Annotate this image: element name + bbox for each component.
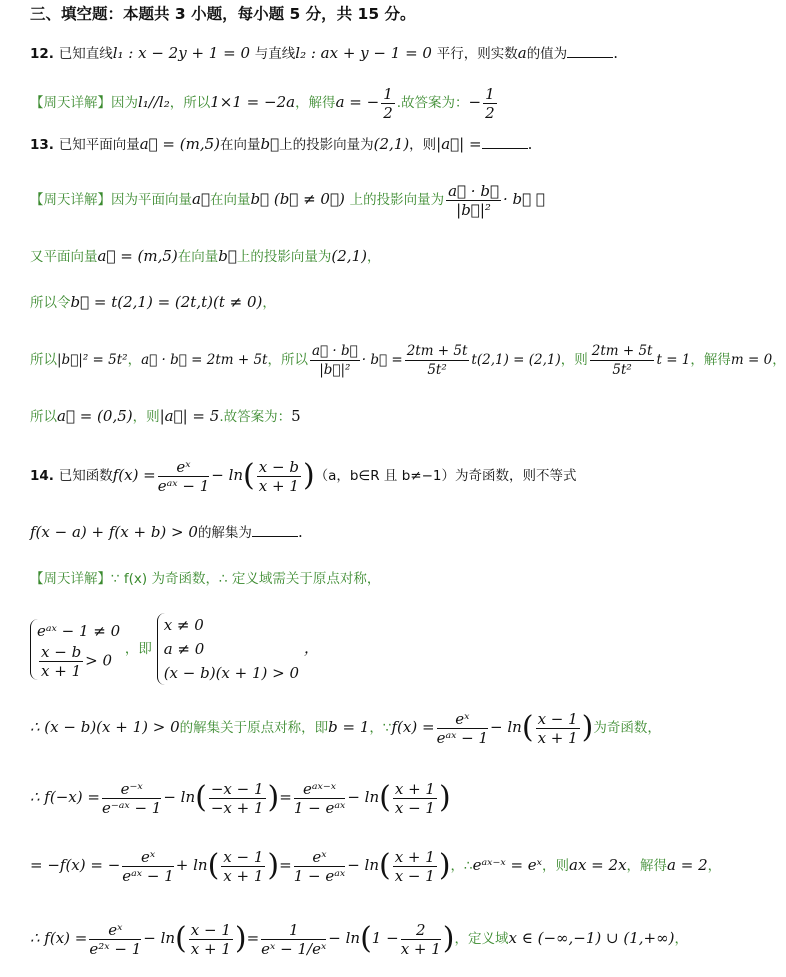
math-expr: a (517, 44, 527, 62)
math-expr: − ln (163, 788, 196, 806)
math-expr: a = − (335, 93, 380, 111)
system-row: eᵃˣ − 1 ≠ 0 (37, 621, 121, 640)
answer-14-line-6 (30, 910, 688, 966)
fraction (189, 921, 233, 958)
explain-tag: 【周天详解】 (30, 95, 111, 111)
math-expr: b = 1 (328, 718, 370, 736)
paren-open: ( (207, 848, 220, 883)
question-text: 已知直线 (58, 46, 113, 62)
paren-close: ) (438, 780, 451, 815)
explain-text: ，解得 (690, 352, 731, 368)
math-expr: − ln (490, 718, 522, 736)
punctuation: . (613, 44, 618, 62)
fraction-den: |b⃗|² (456, 200, 491, 219)
explain-text: ，即 (124, 641, 152, 657)
math-expr: · b⃗ ， (502, 190, 545, 208)
system-row: a ≠ 0 (163, 640, 205, 658)
fraction-den: e⁻ᵃˣ − 1 (101, 798, 162, 817)
system-row: x ≠ 0 (163, 616, 204, 634)
explain-text: ，则 (132, 409, 160, 425)
fraction-num: 2tm + 5t (406, 343, 468, 359)
math-expr: m = 0 (730, 352, 773, 368)
fraction-num: x − 1 (223, 847, 264, 866)
math-expr: (b⃗ ≠ 0⃗) (273, 190, 345, 208)
explain-text: ∵ f(x) 为奇函数，∴ 定义域需关于原点对称， (111, 571, 381, 587)
answer-12 (30, 80, 499, 124)
explain-text: 因为 (111, 95, 138, 111)
answer-14-system (30, 610, 319, 686)
explain-text: ， (127, 352, 142, 368)
question-12 (30, 43, 618, 64)
fraction-den: 2 (485, 103, 495, 122)
punctuation: . (297, 523, 303, 541)
explain-text: ，∵ (369, 720, 392, 736)
question-text: 平行，则实数 (436, 46, 518, 62)
system-row (37, 643, 120, 680)
fraction (310, 342, 360, 379)
fraction (209, 780, 266, 817)
explain-text: ， (262, 295, 276, 311)
paren-close: ) (438, 848, 451, 883)
math-expr: f(x) = (391, 718, 435, 736)
math-expr: 1×1 = −2a (210, 93, 296, 111)
math-expr: a⃗ = (0,5) (57, 407, 133, 425)
math-expr: a⃗ · b⃗ = 2tm + 5t (141, 352, 268, 368)
question-text: 在向量 (220, 137, 261, 153)
explain-tag: 【周天详解】 (30, 571, 111, 587)
question-number: 12. (30, 46, 54, 62)
fraction-den: eᵃˣ − 1 (157, 476, 210, 495)
explain-text: ， (366, 249, 381, 265)
math-expr: b⃗ (218, 247, 237, 265)
math-expr: b⃗ = t(2,1) = (2t,t)(t ≠ 0) (70, 293, 263, 311)
answer-13-line-2 (30, 246, 380, 267)
system-row: (x − b)(x + 1) > 0 (163, 664, 300, 682)
fraction-num: x − b (258, 457, 299, 476)
fraction-den: 1 − eᵃˣ (293, 866, 346, 885)
fraction-num: x − 1 (537, 709, 578, 728)
math-expr: 5 (291, 407, 301, 425)
explain-text: 上的投影向量为 (236, 249, 332, 265)
explain-text: ，所以 (267, 352, 308, 368)
fraction-den: 2 (383, 103, 393, 122)
fraction (437, 710, 488, 747)
question-text: （a，b∈R 且 b≠−1）为奇函数，则不等式 (314, 468, 577, 484)
explain-text: ，则 (542, 858, 570, 874)
explain-text: ，∴ (450, 858, 473, 874)
paren-open: ( (379, 780, 391, 815)
section-title: 三、填空题：本题共 3 小题，每小题 5 分，共 15 分。 (30, 5, 416, 23)
paren-close: ) (267, 848, 280, 883)
fraction-den: x − 1 (394, 798, 435, 817)
explain-text: ，则 (560, 352, 588, 368)
fraction-num: e⁻ˣ (102, 780, 161, 799)
answer-13-line-4 (30, 332, 786, 388)
fraction-den: eᵃˣ − 1 (436, 728, 489, 747)
question-number: 14. (30, 468, 54, 484)
fraction-num: eᵃˣ⁻ˣ (294, 780, 345, 799)
equation-system (30, 619, 120, 680)
fraction (257, 458, 301, 495)
punctuation: . (527, 135, 533, 153)
question-14-line-2 (30, 522, 303, 543)
answer-14-line-1 (30, 568, 380, 589)
fraction-den: x + 1 (400, 939, 441, 958)
math-expr: l₁ : x − 2y + 1 = 0 (112, 44, 250, 62)
math-expr: |a⃗| = 5 (159, 407, 220, 425)
explain-text: 所以 (30, 409, 57, 425)
fraction-den: e²ˣ − 1 (89, 939, 142, 958)
paren-open: ( (243, 458, 255, 493)
fraction (39, 643, 83, 680)
fraction-num: 2 (401, 921, 441, 940)
explain-text: ，定义域 (454, 931, 509, 947)
question-text: 上的投影向量为 (279, 137, 374, 153)
paren-close: ) (442, 921, 455, 956)
explain-text: 因为平面向量 (111, 192, 192, 208)
fraction-num: −x − 1 (210, 779, 264, 798)
answer-14-line-3 (30, 700, 661, 754)
fraction (393, 780, 437, 817)
math-expr: − ln (347, 856, 379, 874)
math-expr: + ln (175, 856, 208, 874)
math-expr: (2,1) (373, 135, 410, 153)
fraction (158, 458, 209, 495)
paren-close: ) (581, 710, 594, 745)
question-text: ，则 (409, 137, 437, 153)
fraction (294, 780, 345, 817)
math-expr: |a⃗| = (436, 135, 482, 153)
explain-text: ， (772, 352, 786, 368)
fraction (405, 342, 470, 379)
fraction (483, 85, 497, 122)
math-expr: |b⃗|² = 5t² (57, 352, 128, 368)
math-expr: b⃗ (250, 190, 270, 208)
math-expr: ax = 2x (569, 856, 627, 874)
fraction-den: eᵃˣ − 1 (122, 866, 174, 885)
explain-text: 在向量 (177, 249, 219, 265)
paren-close: ) (302, 458, 315, 493)
explain-text: ，所以 (169, 95, 211, 111)
fraction-num: x − b (41, 642, 82, 661)
fraction-num: x + 1 (394, 847, 435, 866)
explain-text: ，解得 (626, 858, 668, 874)
fraction-den: x + 1 (223, 866, 264, 885)
answer-14-line-5 (30, 838, 721, 892)
math-expr: ， (303, 639, 319, 657)
math-expr: = −f(x) = − (30, 856, 121, 874)
explain-text: .故答案为： (219, 409, 292, 425)
fraction-den: x − 1 (394, 866, 435, 885)
math-expr: t(2,1) = (2,1) (471, 352, 561, 368)
answer-blank[interactable] (252, 522, 298, 537)
explain-text: ， (707, 858, 722, 874)
explain-tag: 【周天详解】 (30, 192, 111, 208)
fraction (401, 921, 441, 958)
math-expr: a⃗ = (m,5) (97, 247, 178, 265)
math-expr: 1 − (371, 929, 399, 947)
fraction (393, 848, 437, 885)
math-expr: a = 2 (667, 856, 708, 874)
math-expr: − ln (347, 788, 380, 806)
math-expr: − (468, 93, 482, 111)
paren-open: ( (378, 848, 391, 883)
fraction-den: x + 1 (190, 939, 231, 958)
fraction (446, 182, 501, 219)
math-expr: = (246, 929, 260, 947)
answer-blank[interactable] (567, 43, 613, 58)
explain-text: 上的投影向量为 (349, 192, 445, 208)
fraction-num: 1 (261, 921, 326, 940)
paren-open: ( (195, 780, 207, 815)
fraction-den: 5t² (612, 362, 632, 378)
math-expr: b⃗ (260, 135, 280, 153)
fraction-num: eˣ (294, 848, 345, 867)
fraction-num: 1 (485, 84, 495, 103)
fraction (89, 921, 141, 958)
fraction (294, 848, 345, 885)
question-number: 13. (30, 137, 54, 153)
math-expr: f(x) = (112, 466, 156, 484)
explain-text: .故答案为： (396, 95, 469, 111)
paren-open: ( (360, 921, 372, 956)
fraction-num: 1 (383, 84, 393, 103)
answer-14-line-4 (30, 770, 451, 824)
fraction-num: eˣ (122, 848, 173, 867)
math-expr: a⃗ (192, 190, 210, 208)
fraction-den: |b⃗|² (319, 362, 351, 378)
explain-text: 又平面向量 (30, 249, 98, 265)
math-expr: ∴ f(x) = (30, 929, 88, 947)
explain-text: 为奇函数， (593, 720, 661, 736)
fraction-num: x − 1 (190, 920, 231, 939)
explain-text: 的解集关于原点对称，即 (179, 720, 329, 736)
fraction-num: eˣ (158, 458, 209, 477)
math-expr: · b⃗ = (361, 352, 403, 368)
fraction (221, 848, 265, 885)
fraction (102, 780, 161, 817)
math-expr: ∴ (x − b)(x + 1) > 0 (30, 718, 180, 736)
paren-close: ) (234, 921, 247, 956)
answer-13-line-1 (30, 174, 545, 224)
question-text: 与直线 (254, 46, 296, 62)
math-expr: t = 1 (656, 352, 691, 368)
fraction-num: x + 1 (394, 779, 435, 798)
math-expr: = (279, 788, 292, 806)
explain-text: ， (674, 931, 688, 947)
fraction-den: x + 1 (258, 476, 299, 495)
answer-blank[interactable] (482, 134, 528, 149)
math-expr: − ln (211, 466, 244, 484)
math-expr: = (279, 856, 292, 874)
question-13 (30, 134, 532, 155)
fraction (261, 921, 326, 958)
math-expr: − ln (143, 929, 176, 947)
fraction-num: 2tm + 5t (591, 343, 653, 359)
question-text: 的解集为 (197, 525, 252, 541)
question-14 (30, 450, 577, 500)
fraction-num: a⃗ · b⃗ (311, 343, 358, 359)
question-text: 已知平面向量 (58, 137, 140, 153)
fraction (381, 85, 395, 122)
fraction-num: eˣ (437, 710, 488, 729)
math-expr: a⃗ = (m,5) (139, 135, 220, 153)
question-text: 的值为 (526, 46, 568, 62)
fraction-num: eˣ (89, 921, 141, 940)
fraction-den: x + 1 (41, 661, 82, 680)
fraction (122, 848, 173, 885)
math-expr: > 0 (85, 651, 113, 669)
math-expr: eᵃˣ⁻ˣ = eˣ (472, 856, 543, 874)
answer-13-line-5 (30, 406, 301, 427)
explain-text: ，解得 (295, 95, 336, 111)
math-expr: x ∈ (−∞,−1) ∪ (1,+∞) (508, 929, 675, 947)
math-expr: l₂ : ax + y − 1 = 0 (295, 44, 432, 62)
explain-text: 所以令 (30, 295, 71, 311)
fraction-den: x + 1 (537, 728, 578, 747)
fraction (536, 710, 580, 747)
math-expr: − ln (328, 929, 361, 947)
equation-system (157, 613, 299, 685)
math-expr: (2,1) (331, 247, 367, 265)
answer-13-line-3 (30, 292, 276, 313)
question-text: 已知函数 (58, 468, 113, 484)
explain-text: 在向量 (209, 192, 251, 208)
fraction-den: eˣ − 1/eˣ (261, 939, 327, 958)
fraction-num: a⃗ · b⃗ (448, 181, 499, 200)
explain-text: 所以 (30, 352, 57, 368)
paren-close: ) (267, 780, 280, 815)
fraction-den: −x + 1 (210, 798, 264, 817)
paren-open: ( (175, 921, 187, 956)
fraction-den: 1 − eᵃˣ (293, 798, 346, 817)
fraction-den: 5t² (427, 362, 447, 378)
paren-open: ( (521, 710, 534, 745)
math-expr: l₁//l₂ (138, 93, 170, 111)
math-expr: f(x − a) + f(x + b) > 0 (30, 523, 198, 541)
math-expr: ∴ f(−x) = (30, 788, 100, 806)
fraction (590, 342, 655, 379)
